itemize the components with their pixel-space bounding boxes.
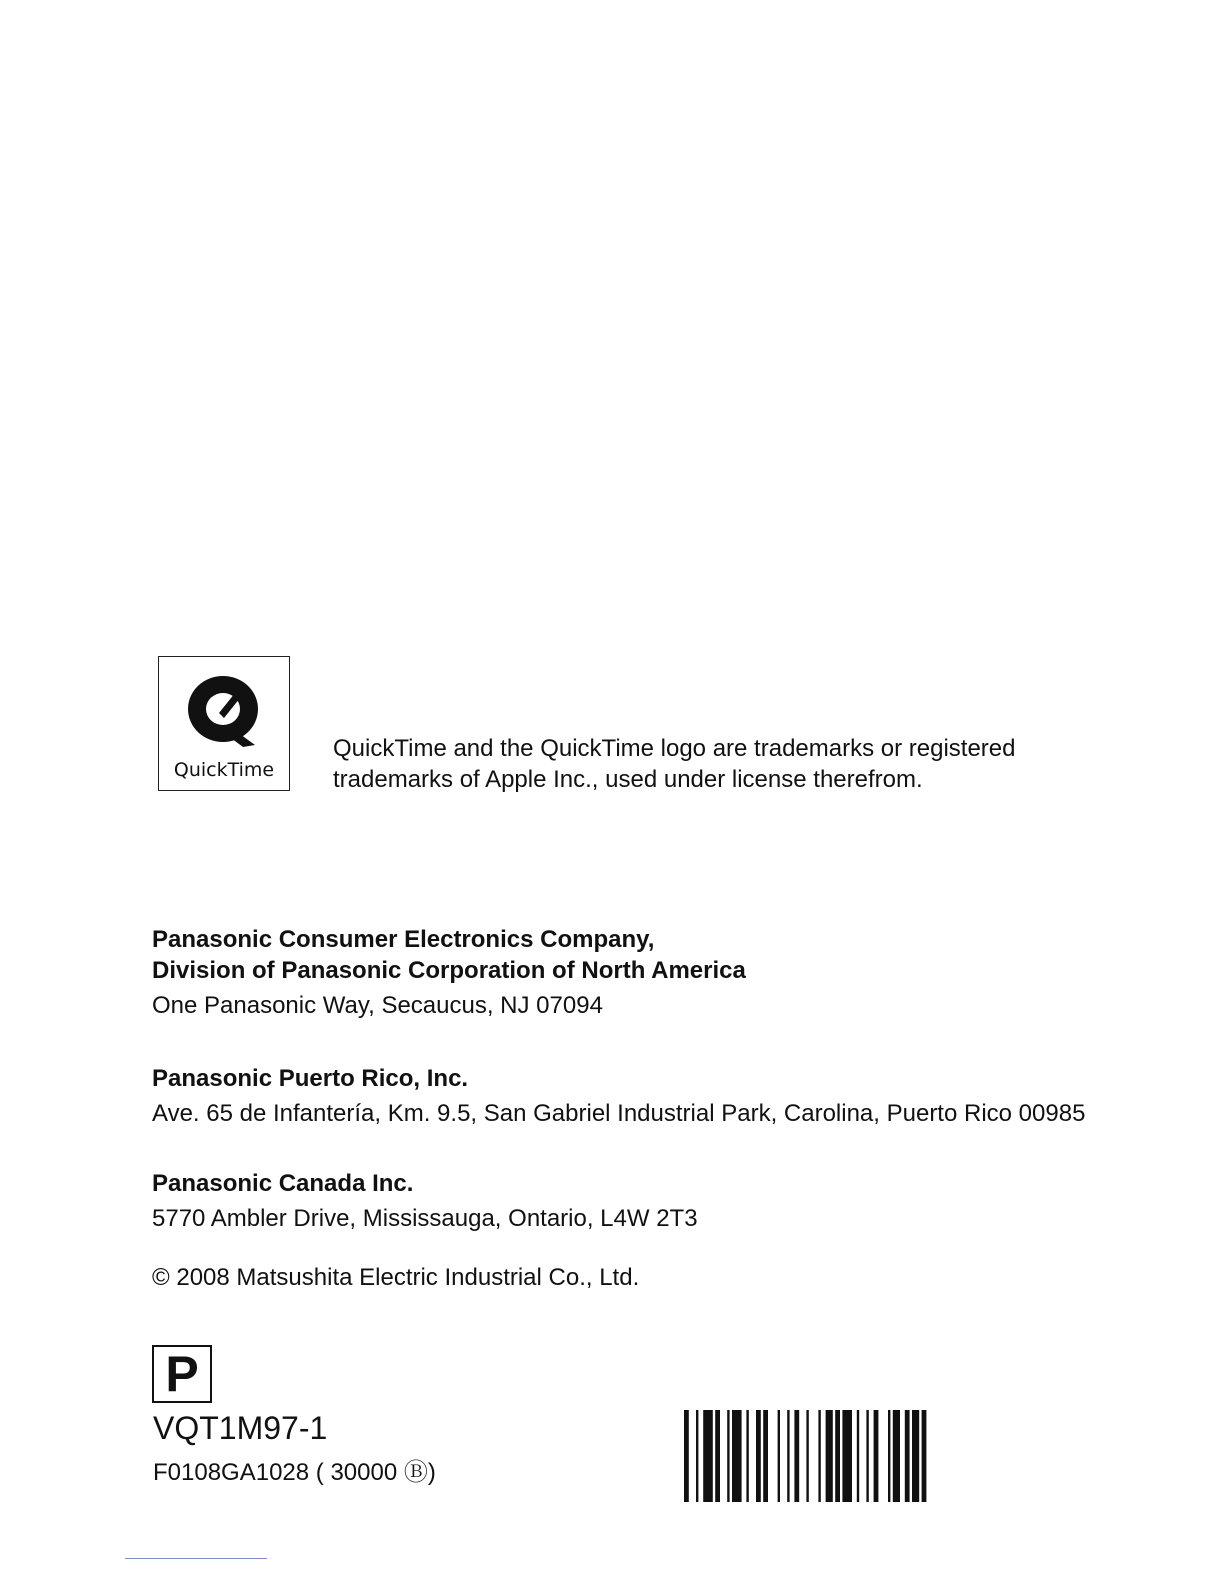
copyright-notice: © 2008 Matsushita Electric Industrial Co., Ltd. (152, 1264, 640, 1291)
barcode-bar (715, 1410, 720, 1502)
barcode-bar (857, 1410, 859, 1502)
trademark-notice (333, 733, 1016, 795)
barcode-bar (835, 1410, 840, 1502)
company-address: One Panasonic Way, Secaucus, NJ 07094 (152, 992, 603, 1019)
barcode-bar (905, 1410, 910, 1502)
barcode-bar (922, 1410, 927, 1502)
company-name: Panasonic Canada Inc. (152, 1170, 414, 1197)
quicktime-icon (183, 667, 267, 753)
model-number: VQT1M97-1 (153, 1410, 328, 1446)
barcode-bar (912, 1410, 919, 1502)
company-address: 5770 Ambler Drive, Mississauga, Ontario, L4W 2T3 (152, 1205, 698, 1232)
barcode-bar (826, 1410, 833, 1502)
footer-link-line (125, 1558, 267, 1559)
barcode-bar (818, 1410, 820, 1502)
p-mark-icon: P (152, 1345, 212, 1403)
barcode-bar (763, 1410, 768, 1502)
company-division: Division of Panasonic Corporation of North America (152, 957, 746, 984)
barcode-bar (746, 1410, 748, 1502)
barcode-bar (684, 1410, 689, 1502)
barcode-bar (778, 1410, 780, 1502)
address-block-panasonic-consumer (152, 924, 746, 1021)
barcode-bar (842, 1410, 852, 1502)
barcode-bar (696, 1410, 698, 1502)
company-address: Ave. 65 de Infantería, Km. 9.5, San Gabriel Industrial Park, Carolina, Puerto Rico 00985 (152, 1100, 1086, 1127)
barcode-bar (756, 1410, 761, 1502)
barcode-bar (732, 1410, 742, 1502)
barcode (684, 1410, 1080, 1502)
trademark-line-1: QuickTime and the QuickTime logo are trademarks or registered (333, 735, 1016, 762)
trademark-line-2: trademarks of Apple Inc., used under license therefrom. (333, 766, 923, 793)
barcode-bar (866, 1410, 868, 1502)
barcode-bar (787, 1410, 789, 1502)
barcode-bar (893, 1410, 900, 1502)
barcode-bar (703, 1410, 713, 1502)
address-block-panasonic-puerto-rico (152, 1063, 1085, 1129)
barcode-bar (794, 1410, 799, 1502)
barcode-bar (806, 1410, 808, 1502)
print-code: F0108GA1028 ( 30000 Ⓑ) (153, 1459, 436, 1486)
barcode-bar (727, 1410, 729, 1502)
quicktime-logo (158, 656, 290, 791)
barcode-bar (874, 1410, 879, 1502)
company-name: Panasonic Consumer Electronics Company, (152, 926, 655, 953)
address-block-panasonic-canada (152, 1168, 698, 1234)
quicktime-logo-label: QuickTime (173, 759, 275, 781)
barcode-bar (888, 1410, 890, 1502)
company-name: Panasonic Puerto Rico, Inc. (152, 1065, 469, 1092)
